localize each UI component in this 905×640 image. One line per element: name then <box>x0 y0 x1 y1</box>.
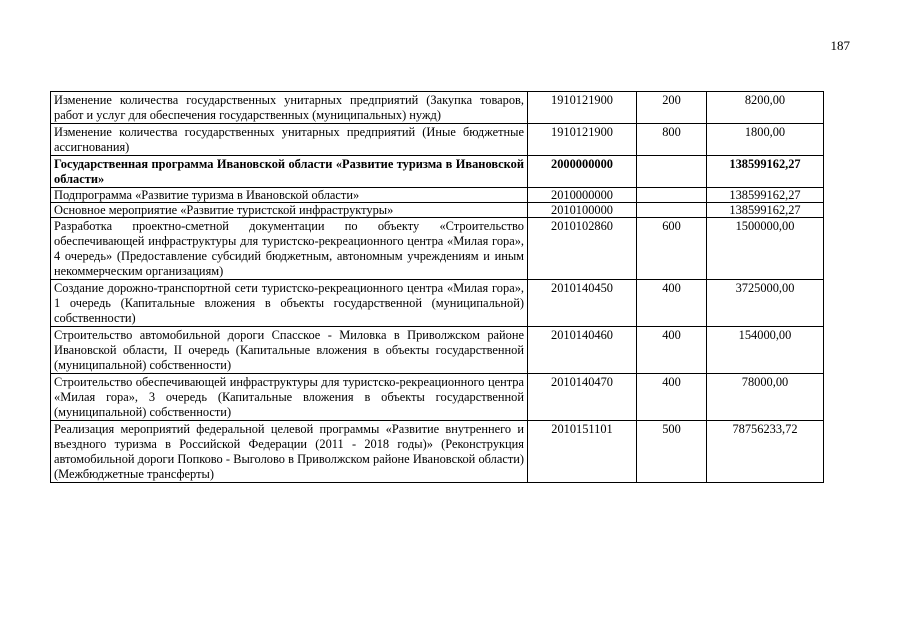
row-expense-type: 600 <box>637 218 707 280</box>
table-row <box>51 327 824 374</box>
row-description: Создание дорожно-транспортной сети туристско-рекреационного центра «Милая гора», 1 очередь (Капитальные вложения в объекты государственной (муниципальной) собственности) <box>51 280 528 327</box>
row-code: 2000000000 <box>528 156 637 188</box>
row-code: 2010140470 <box>528 374 637 421</box>
row-expense-type: 400 <box>637 327 707 374</box>
row-amount: 3725000,00 <box>707 280 824 327</box>
table-row <box>51 374 824 421</box>
row-expense-type: 800 <box>637 124 707 156</box>
row-expense-type: 500 <box>637 421 707 483</box>
table-row <box>51 203 824 218</box>
row-amount: 8200,00 <box>707 92 824 124</box>
row-amount: 1800,00 <box>707 124 824 156</box>
row-amount: 78000,00 <box>707 374 824 421</box>
row-code: 2010151101 <box>528 421 637 483</box>
row-description: Реализация мероприятий федеральной целевой программы «Развитие внутреннего и въездного туризма в Российской Федерации (2011 - 2018 годы)» (Реконструкция автомобильной дороги Попково - Выголово в Приволжском районе Ивановской области) (Межбюджетные трансферты) <box>51 421 528 483</box>
row-description: Государственная программа Ивановской области «Развитие туризма в Ивановской области» <box>51 156 528 188</box>
row-code: 2010102860 <box>528 218 637 280</box>
row-amount: 1500000,00 <box>707 218 824 280</box>
row-expense-type: 400 <box>637 374 707 421</box>
row-amount: 138599162,27 <box>707 188 824 203</box>
row-expense-type <box>637 203 707 218</box>
row-description: Изменение количества государственных унитарных предприятий (Закупка товаров, работ и услуг для обеспечения государственных (муниципальных) нужд) <box>51 92 528 124</box>
row-expense-type <box>637 156 707 188</box>
row-amount: 78756233,72 <box>707 421 824 483</box>
page-number: 187 <box>830 38 850 53</box>
row-amount: 154000,00 <box>707 327 824 374</box>
row-description: Подпрограмма «Развитие туризма в Ивановской области» <box>51 188 528 203</box>
row-description: Строительство обеспечивающей инфраструктуры для туристско-рекреационного центра «Милая гора», 3 очередь (Капитальные вложения в объекты государственной (муниципальной) собственности) <box>51 374 528 421</box>
table-row <box>51 92 824 124</box>
row-code: 1910121900 <box>528 92 637 124</box>
table-row <box>51 280 824 327</box>
row-description: Основное мероприятие «Развитие туристской инфраструктуры» <box>51 203 528 218</box>
row-code: 2010140450 <box>528 280 637 327</box>
row-code: 2010000000 <box>528 188 637 203</box>
table-row <box>51 124 824 156</box>
table-row <box>51 218 824 280</box>
row-expense-type: 200 <box>637 92 707 124</box>
row-code: 1910121900 <box>528 124 637 156</box>
row-description: Изменение количества государственных унитарных предприятий (Иные бюджетные ассигнования) <box>51 124 528 156</box>
row-amount: 138599162,27 <box>707 203 824 218</box>
table-row-program <box>51 156 824 188</box>
row-expense-type: 400 <box>637 280 707 327</box>
row-description: Разработка проектно-сметной документации по объекту «Строительство обеспечивающей инфраструктуры для туристско-рекреационного центра «Милая гора», 4 очередь» (Предоставление субсидий бюджетным, автономным учреждениям и иным некоммерческим организациям) <box>51 218 528 280</box>
row-code: 2010140460 <box>528 327 637 374</box>
table-row <box>51 421 824 483</box>
budget-table <box>50 91 824 483</box>
row-code: 2010100000 <box>528 203 637 218</box>
row-amount: 138599162,27 <box>707 156 824 188</box>
table-row <box>51 188 824 203</box>
row-description: Строительство автомобильной дороги Спасское - Миловка в Приволжском районе Ивановской области, II очередь (Капитальные вложения в объекты государственной (муниципальной) собственности) <box>51 327 528 374</box>
row-expense-type <box>637 188 707 203</box>
